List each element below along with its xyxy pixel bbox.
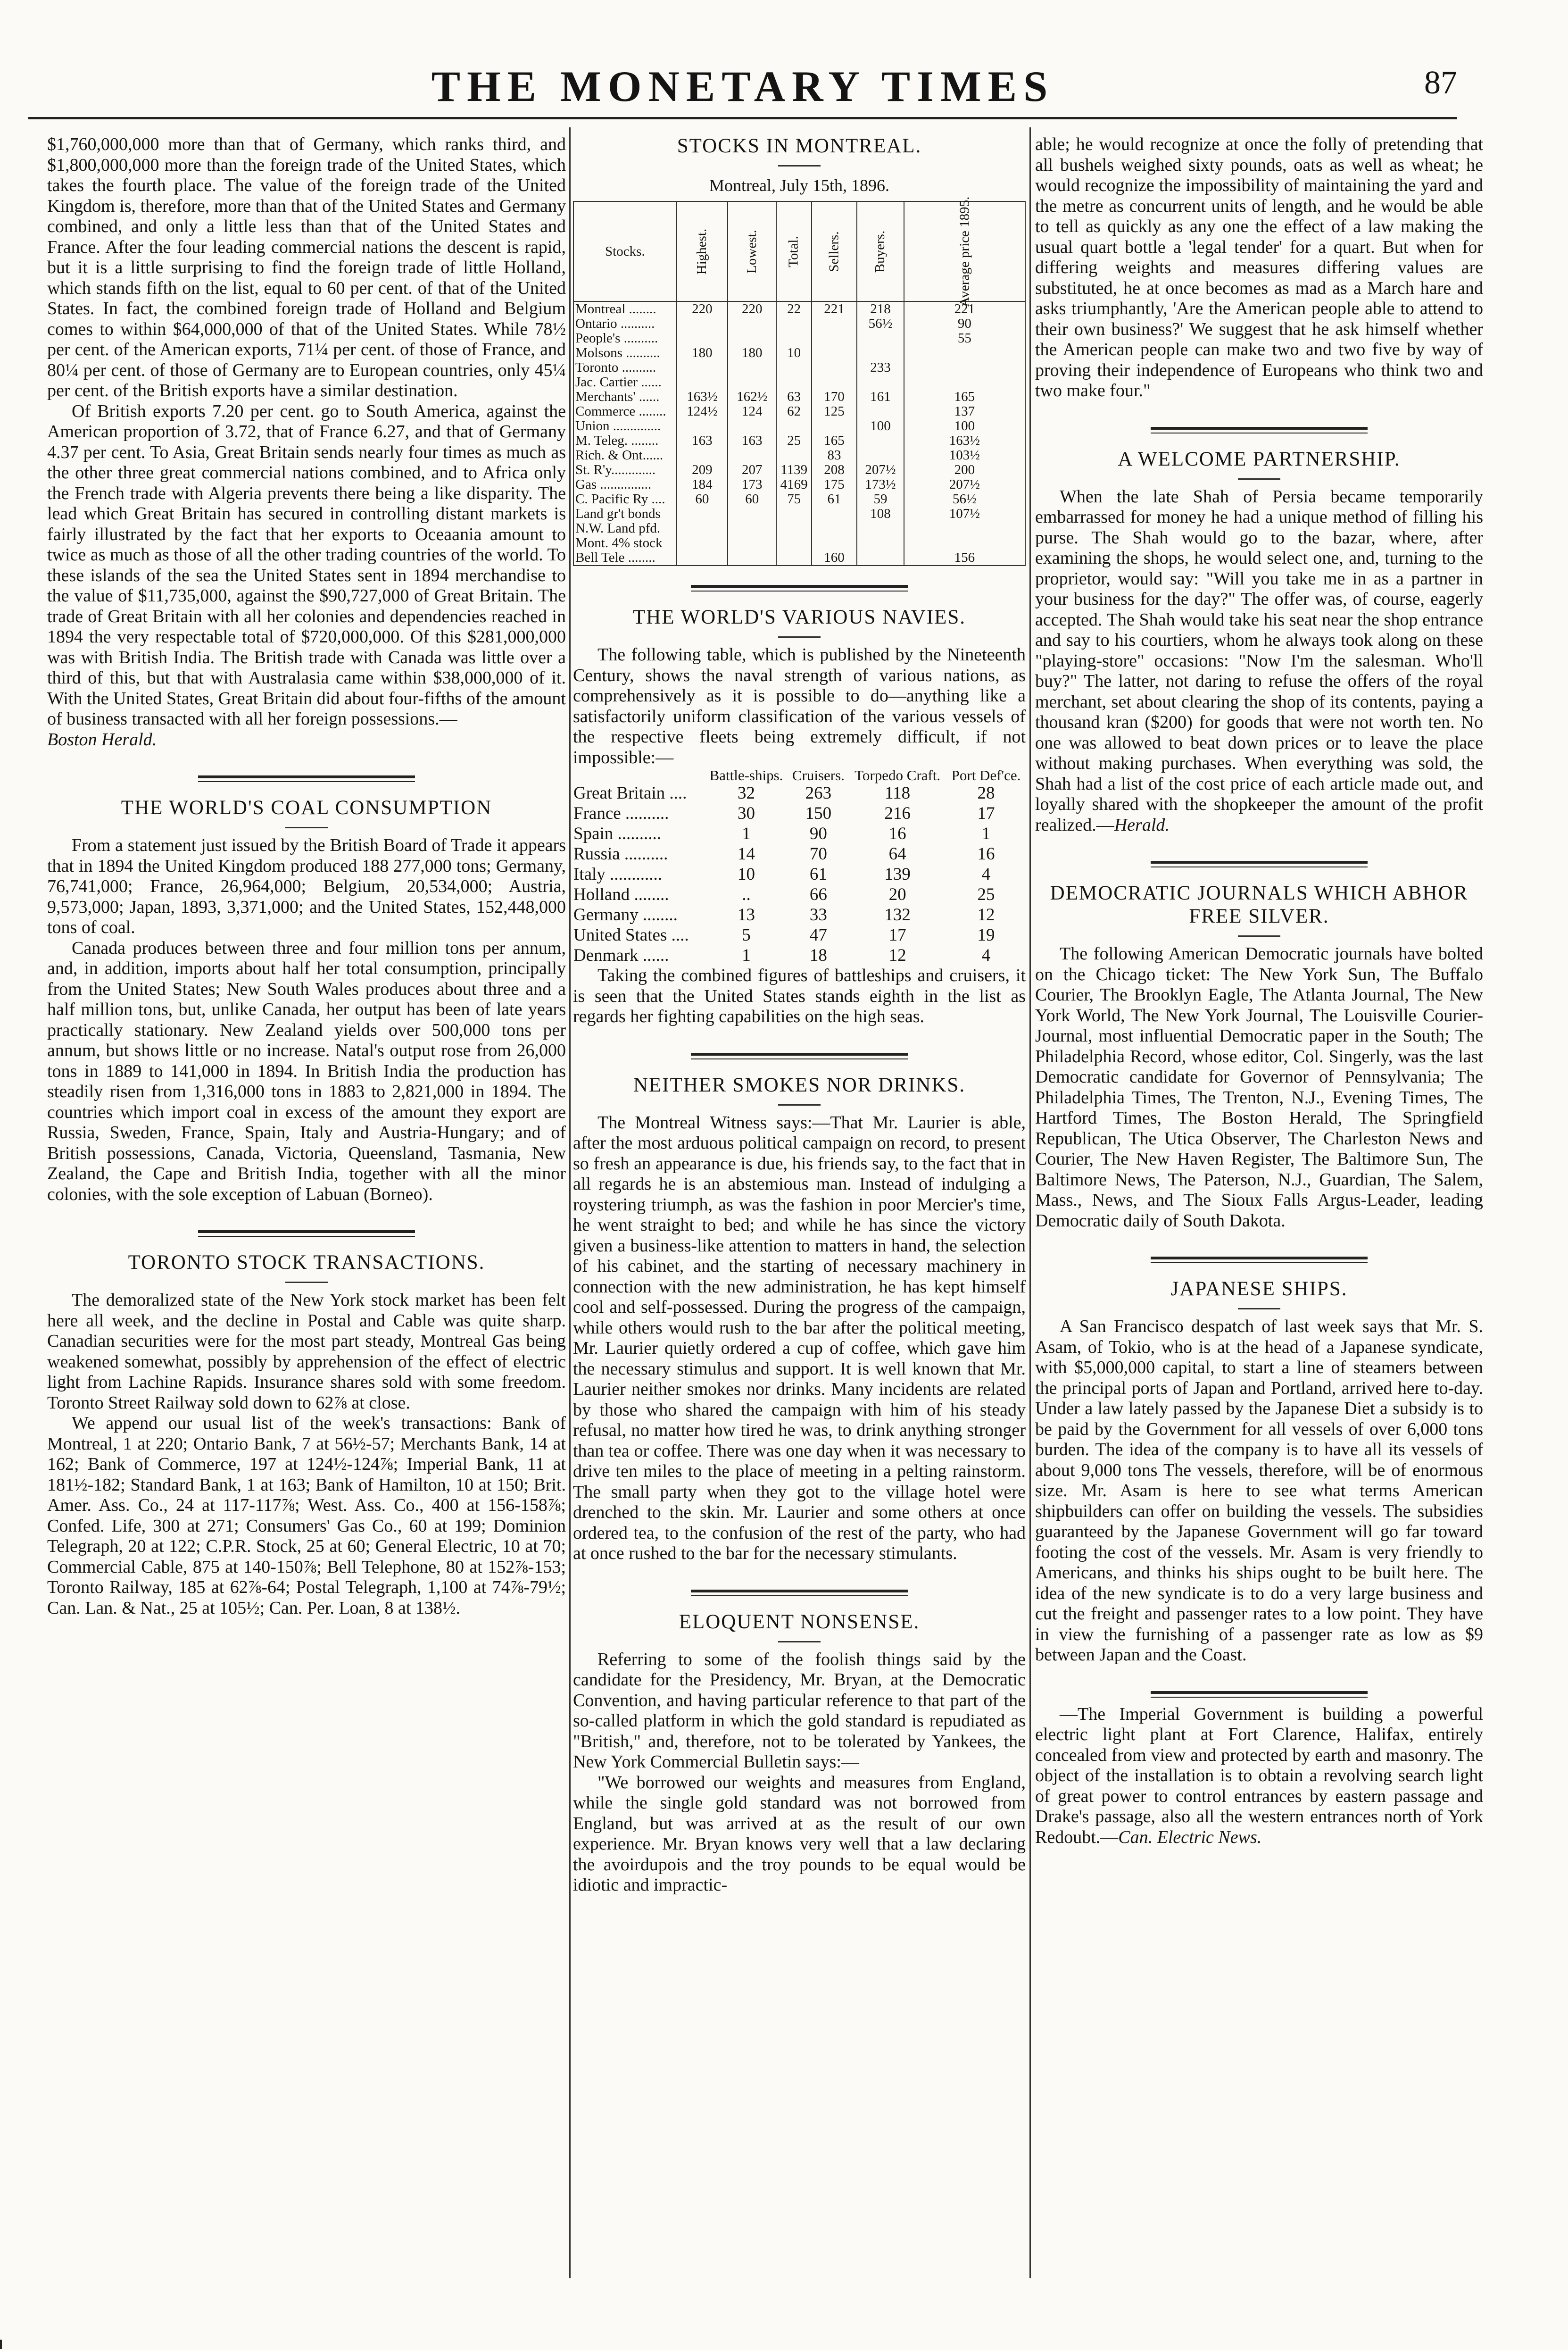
navy-nation: Holland ........: [573, 885, 669, 904]
navy-nation: France ..........: [573, 804, 669, 823]
stocks-row: [573, 404, 1025, 419]
stock-value: 170: [812, 390, 857, 404]
stocks-header-cell: [573, 201, 677, 301]
stock-value: [728, 536, 776, 550]
stock-value: 75: [776, 492, 812, 507]
stocks-header-cell: [857, 201, 904, 301]
welcome-heading: A WELCOME PARTNERSHIP.: [1118, 448, 1401, 470]
stock-value: 163½: [904, 433, 1025, 448]
stock-name: Commerce ........: [573, 404, 677, 419]
stock-value: 180: [728, 346, 776, 360]
masthead-rule: [28, 117, 1457, 119]
eloquent-paragraph-2: "We borrowed our weights and measures from England, while the single gold standard was not borrowed from England, but was arrived at as the result of our own experience. Mr. Bryan knows very well that a law declaring the avoirdupois and the troy pounds to be equal would be idiotic and impractic-: [573, 1772, 1026, 1895]
stock-value: [728, 375, 776, 390]
stocks-row: [573, 419, 1025, 433]
navy-value: 66: [809, 885, 827, 904]
stock-value: [776, 331, 812, 346]
stock-value: [812, 375, 857, 390]
stocks-row: [573, 536, 1025, 550]
navy-value: ..: [742, 885, 751, 904]
stock-value: [728, 521, 776, 536]
japanese-heading: JAPANESE SHIPS.: [1170, 1278, 1348, 1300]
navy-value: 263: [805, 783, 832, 803]
navy-nation: Great Britain ....: [573, 783, 687, 803]
stock-name: Merchants' ......: [573, 390, 677, 404]
navies-table: [573, 768, 1026, 966]
navy-value: 216: [884, 804, 911, 823]
stock-value: 56½: [904, 492, 1025, 507]
stock-value: 209: [677, 463, 728, 477]
stocks-header-label: Total.: [786, 235, 802, 267]
stocks-header-cell: [904, 196, 1025, 307]
navy-value: 17: [977, 804, 995, 823]
navy-value: 13: [737, 905, 755, 925]
stock-name: M. Teleg. ........: [573, 433, 677, 448]
stocks-header-cell: [776, 201, 812, 301]
stock-value: [677, 375, 728, 390]
stock-value: 100: [904, 419, 1025, 433]
smokes-paragraph: The Montreal Witness says:—That Mr. Laurier is able, after the most arduous political campaign on record, to present so fresh an appearance is due, his friends say, to the fact that in all regards he is an abstemious man. Instead of indulging a roystering triumph, as was the fashion in poor Mercier's time, he went straight to bed; and while he has since the victory given a business-like attention to matters in hand, the selection of his cabinet, and the starting of necessary machinery in connection with the new administration, he has kept himself cool and self-possessed. During the progress of the campaign, while others would rush to the bar after the political meeting, Mr. Laurier quietly ordered a cup of coffee, which gave him the necessary stimulus and support. It is well known that Mr. Laurier neither smokes nor drinks. Many incidents are related by those who shared the campaign with him of his steady refusal, no matter how tired he was, to drink anything stronger than tea or coffee. There was one day when it was necessary to drive ten miles to the place of meeting in a pelting rainstorm. The small party when they got to the village hotel were drenched to the skin. Mr. Laurier and some others at once ordered tea, to the confusion of the rest of the party, who had at once rushed to the bar for the necessary stimulants.: [573, 1112, 1026, 1563]
stock-value: [857, 331, 904, 346]
intro-text-2: Of British exports 7.20 per cent. go to South America, against the American proportion of 3.72, that of France 6.27, and that of Germany 4.37 per cent. To Asia, Great Britain sends nearly four times as much as the other three great commercial nations combined, and to Africa only the French trade with Algeria prevents there being a like disparity. The lead which Great Britain has secured in controlling distant markets is fairly illustrated by the fact that her exports to Oceaania amount to twice as much as those of all the other trading countries of the world. To these islands of the sea the United States sent in 1894 merchandise to the value of $11,735,000, against the $90,727,000 of Great Britain. The trade of Great Britain with all her colonies and dependencies reached in 1894 the very respectable total of $720,000,000. Of this $281,000,000 was with British India. The British trade with Canada was little over a third of this, but that with Australasia came within $38,000,000 of it. With the United States, Great Britain did about four-fifths of the amount of business transacted with all her foreign possessions.—: [47, 401, 566, 729]
stock-value: 161: [857, 390, 904, 404]
navy-value: 139: [884, 865, 911, 884]
stock-value: 156: [904, 550, 1025, 566]
navies-heading: THE WORLD'S VARIOUS NAVIES.: [632, 606, 966, 628]
stocks-row: [573, 550, 1025, 566]
imperial-text: —The Imperial Government is building a powerful electric light plant at Fort Clarence, Halifax, entirely concealed from view and protected by earth and masonry. The object of the installation is to obtain a revolving search light of great power to control entrances by eastern passage and Drake's passage, also all the western entrances north of York Redoubt.—: [1035, 1704, 1483, 1847]
navy-row: [573, 803, 1026, 824]
stock-value: 233: [857, 360, 904, 375]
stock-value: [812, 507, 857, 521]
navy-value: 5: [742, 925, 751, 945]
stock-name: Montreal ........: [573, 301, 677, 317]
stock-value: 60: [677, 492, 728, 507]
democratic-short-rule: [1035, 931, 1483, 939]
stock-value: [776, 521, 812, 536]
section-divider: [691, 1053, 908, 1059]
smokes-heading: NEITHER SMOKES NOR DRINKS.: [633, 1074, 966, 1096]
stock-value: [812, 536, 857, 550]
stock-name: Gas ...............: [573, 477, 677, 492]
stock-value: 220: [677, 301, 728, 317]
stock-value: [812, 331, 857, 346]
navy-value: 16: [888, 824, 906, 843]
navy-nation: Russia ..........: [573, 844, 668, 864]
navies-conclusion: Taking the combined figures of battleships and cruisers, it is seen that the United States stands eighth in the list as regards her fighting capabilities on the high seas.: [573, 966, 1026, 1026]
stocks-header-cell: [677, 201, 728, 301]
navy-value: 4: [981, 865, 991, 884]
navy-value: 19: [977, 925, 995, 945]
stocks-row: [573, 477, 1025, 492]
intro-paragraph-1: $1,760,000,000 more than that of Germany, which ranks third, and $1,800,000,000 more than the foreign trade of the United States, which takes the fourth place. The value of the foreign trade of the United Kingdom is, therefore, more than that of the United States and Germany combined, and only a little less than that of the United States and France. After the four leading commercial nations the descent is rapid, but it is a little surprising to find the foreign trade of little Holland, which stands fifth on the list, equal to 60 per cent. of that of the United States. In fact, the combined foreign trade of Holland and Belgium comes to within $64,000,000 of that of the United States. While 78½ per cent. of the American exports, 71¼ per cent. of those of France, and 80¼ per cent. of those of Germany are to European countries, only 45¼ per cent. of the British exports have a similar destination.: [47, 134, 566, 400]
section-divider: [1151, 1257, 1368, 1263]
stock-value: 175: [812, 477, 857, 492]
navy-value: 25: [977, 885, 995, 904]
navy-value: 1: [981, 824, 991, 843]
stock-value: [776, 419, 812, 433]
stock-value: [728, 317, 776, 331]
masthead-title: THE MONETARY TIMES: [431, 62, 1054, 110]
stock-value: [728, 419, 776, 433]
welcome-text: When the late Shah of Persia became temporarily embarrassed for money he had a unique method of filling his purse. The Shah would go to the bazar, where, after examining the shops, he would select one, and, turning to the proprietor, would say: "Will you take me in as a partner in your business for the day?" The offer was, of course, eagerly accepted. The Shah would take his seat near the shop entrance and say to his courtiers, whom he always took along on these "playing-store" occasions: "Now I'm the salesman. Who'll buy?" The latter, not daring to refuse the offers of the royal merchant, set about clearing the shop of its contents, paying a thousand kran ($200) for goods that were not worth ten. No one was allowed to beat down prices or to leave the place without making purchases. When everything was sold, the Shah had a list of the cost price of each article made out, and loyally shared with the shopkeeper the amount of the profit realized.—: [1035, 486, 1483, 835]
stocks-dateline: Montreal, July 15th, 1896.: [709, 176, 889, 195]
section-divider: [198, 1230, 415, 1237]
stock-value: [857, 521, 904, 536]
navy-value: 10: [737, 865, 755, 884]
stock-value: [857, 433, 904, 448]
stocks-row: [573, 390, 1025, 404]
stock-value: [728, 507, 776, 521]
stock-value: [677, 317, 728, 331]
navy-value: 70: [809, 844, 827, 864]
stock-value: 163: [677, 433, 728, 448]
stock-value: [857, 375, 904, 390]
eloquent-continued: able; he would recognize at once the folly of pretending that all bushels weighed sixty pounds, oats as well as wheat; he would recognize the impossibility of maintaining the yard and the metre as concurrent units of length, and he would be able to tell as quickly as any one the effect of a law making the usual quart bottle a 'legal tender' for a quart. But when for differing weights and measures differing values are substituted, he at once becomes as mad as a March hare and asks triumphantly, 'Are the American people able to attend to their own business?' We suggest that he ask himself whether the American people can make two and two five by way of proving their independence of Europeans who think two and two make four.": [1035, 134, 1483, 400]
navies-intro: The following table, which is published by the Nineteenth Century, shows the naval strength of various nations, as comprehensively as it is possible to do—anything like a satisfactorily uniform classification of the various vessels of the respective fleets being extremely difficult, if not impossible:—: [573, 645, 1026, 767]
stock-value: 221: [904, 301, 1025, 317]
navies-short-rule: [573, 632, 1026, 640]
stock-value: 165: [904, 390, 1025, 404]
navy-nation: United States ....: [573, 925, 689, 945]
stock-value: [776, 536, 812, 550]
stock-value: 55: [904, 331, 1025, 346]
stock-value: [904, 521, 1025, 536]
stock-name: People's ..........: [573, 331, 677, 346]
stocks-row: [573, 448, 1025, 463]
navy-value: 4: [981, 946, 991, 965]
stock-value: 184: [677, 477, 728, 492]
stock-value: [677, 419, 728, 433]
navy-nation: Spain ..........: [573, 824, 662, 843]
stock-value: 100: [857, 419, 904, 433]
navy-nation: Germany ........: [573, 905, 678, 925]
navy-header-cell: [573, 768, 704, 783]
stocks-table: [573, 196, 1026, 566]
stocks-row: [573, 463, 1025, 477]
stock-value: 103½: [904, 448, 1025, 463]
stock-value: 173: [728, 477, 776, 492]
stock-name: Ontario ..........: [573, 317, 677, 331]
imperial-source: Can. Electric News.: [1118, 1827, 1262, 1847]
stock-value: [677, 550, 728, 566]
stock-value: 137: [904, 404, 1025, 419]
stock-value: [904, 346, 1025, 360]
eloquent-heading: ELOQUENT NONSENSE.: [679, 1610, 920, 1633]
stock-value: [776, 507, 812, 521]
navy-nation: Italy ............: [573, 865, 663, 884]
navy-row: [573, 905, 1026, 925]
stocks-header-label: Buyers.: [872, 230, 888, 273]
stock-value: [904, 536, 1025, 550]
stock-value: 25: [776, 433, 812, 448]
welcome-paragraph: [1035, 487, 1483, 836]
navy-header-cell: Port Def'ce.: [951, 767, 1021, 783]
stock-value: [857, 346, 904, 360]
stock-value: [812, 346, 857, 360]
stocks-row: [573, 521, 1025, 536]
stock-value: 90: [904, 317, 1025, 331]
column-rule-2: [1029, 127, 1031, 2278]
navy-value: 12: [977, 905, 995, 925]
stock-value: 1139: [776, 463, 812, 477]
stock-value: [677, 521, 728, 536]
stock-name: Molsons ..........: [573, 346, 677, 360]
stock-value: [677, 507, 728, 521]
navy-value: 150: [805, 804, 832, 823]
stock-value: 60: [728, 492, 776, 507]
stocks-row: [573, 317, 1025, 331]
stock-value: [776, 317, 812, 331]
navy-value: 18: [809, 946, 827, 965]
stock-name: Union ..............: [573, 419, 677, 433]
navy-value: 132: [884, 905, 911, 925]
stock-value: [776, 375, 812, 390]
corner-mark: [0, 2340, 30, 2349]
stock-value: 208: [812, 463, 857, 477]
navy-value: 12: [888, 946, 906, 965]
stock-value: [728, 448, 776, 463]
stock-value: 207½: [857, 463, 904, 477]
stocks-heading: STOCKS IN MONTREAL.: [677, 135, 922, 157]
section-divider: [691, 585, 908, 592]
stocks-row: [573, 346, 1025, 360]
stock-value: [812, 317, 857, 331]
stocks-header-label: Sellers.: [826, 231, 842, 272]
section-divider: [1151, 427, 1368, 433]
stock-value: [677, 360, 728, 375]
imperial-paragraph: [1035, 1704, 1483, 1848]
navy-value: 16: [977, 844, 995, 864]
stocks-row: [573, 360, 1025, 375]
stock-value: 124½: [677, 404, 728, 419]
navy-value: 1: [742, 824, 751, 843]
japanese-paragraph: A San Francisco despatch of last week says that Mr. S. Asam, of Tokio, who is at the head of a Japanese syndicate, with $5,000,000 capital, to start a line of steamers between the principal ports of Japan and Portland, arrived here to-day. Under a law lately passed by the Japanese Diet a subsidy is to be paid by the Government for all vessels of over 6,000 tons burden. The idea of the company is to have all its vessels of about 9,000 tons The vessels, therefore, will be of enormous size. Mr. Asam is here to see what terms American shipbuilders can offer on building the vessels. The subsidies guaranteed by the Japanese Government will go far toward footing the cost of the vessels. Mr. Asam is very friendly to Americans, and thinks his ships ought to be built here. The idea of the new syndicate is to do a very large business and cut the freight and passenger rates to a low point. They have in view the furnishing of a passenger rate as low as $9 between Japan and the Coast.: [1035, 1317, 1483, 1665]
stock-name: Mont. 4% stock: [573, 536, 677, 550]
stocks-row: [573, 433, 1025, 448]
navy-row: [573, 864, 1026, 884]
stock-value: [728, 550, 776, 566]
stock-value: 125: [812, 404, 857, 419]
stock-value: 162½: [728, 390, 776, 404]
eloquent-short-rule: [573, 1636, 1026, 1645]
section-divider: [198, 775, 415, 782]
stock-value: 173½: [857, 477, 904, 492]
stock-value: 63: [776, 390, 812, 404]
stock-value: [857, 404, 904, 419]
welcome-source: Herald.: [1114, 815, 1170, 835]
navy-value: 30: [737, 804, 755, 823]
stock-value: 180: [677, 346, 728, 360]
stock-name: Rich. & Ont......: [573, 448, 677, 463]
stock-value: [776, 360, 812, 375]
section-divider: [691, 1590, 908, 1596]
column-2: [573, 134, 1026, 2248]
stocks-header-label: Lowest.: [744, 229, 760, 274]
navy-value: 47: [809, 925, 827, 945]
navy-nation: Denmark ......: [573, 946, 669, 965]
navy-value: 28: [977, 783, 995, 803]
column-1: [47, 134, 566, 2248]
column-3: [1035, 134, 1483, 2248]
stock-name: Land gr't bonds: [573, 507, 677, 521]
stock-value: 10: [776, 346, 812, 360]
toronto-paragraph-1: The demoralized state of the New York stock market has been felt here all week, and the decline in Postal and Cable was quite sharp. Canadian securities were for the most part steady, Montreal Gas being weakened somewhat, possibly by apprehension of the effect of electric light from Lachine Rapids. Insurance shares sold with some freedom. Toronto Street Railway sold down to 62⅞ at close.: [47, 1290, 566, 1413]
stock-value: [812, 360, 857, 375]
stock-value: 160: [812, 550, 857, 566]
stock-value: 22: [776, 301, 812, 317]
navy-header-cell: Cruisers.: [792, 767, 845, 783]
stock-value: 62: [776, 404, 812, 419]
stock-value: 124: [728, 404, 776, 419]
stocks-header-cell: [728, 201, 776, 301]
democratic-heading: DEMOCRATIC JOURNALS WHICH ABHOR FREE SILVER.: [1050, 882, 1468, 927]
navy-row: [573, 884, 1026, 905]
stock-value: [728, 360, 776, 375]
section-divider: [1151, 1691, 1368, 1698]
navy-value: 20: [888, 885, 906, 904]
stock-value: [812, 521, 857, 536]
stock-value: 107½: [904, 507, 1025, 521]
coal-paragraph-2: Canada produces between three and four million tons per annum, and, in addition, imports about half her total consumption, principally from the United States; New South Wales produces about three and a half million tons, but, unlike Canada, her output has been of late years practically stationary. New Zealand yields over 500,000 tons per annum, but shows little or no increase. Natal's output rose from 26,000 tons in 1889 to 141,000 in 1894. In British India the production has steadily risen from 1,316,000 tons in 1883 to 2,821,000 in 1894. The countries which import coal in excess of the amount they export are Russia, Sweden, France, Spain, Italy and Austria-Hungary; and of British possessions, Canada, Victoria, Queensland, Tasmania, New Zealand, the Cape and British India, together with all the minor colonies, with the sole exception of Labuan (Borneo).: [47, 938, 566, 1204]
stock-value: [776, 448, 812, 463]
stock-value: [677, 331, 728, 346]
stock-value: 207: [728, 463, 776, 477]
navy-header-cell: Torpedo Craft.: [855, 767, 941, 783]
navy-value: 118: [885, 783, 911, 803]
stock-value: [728, 331, 776, 346]
stock-value: [904, 360, 1025, 375]
masthead: [28, 61, 1457, 132]
stock-value: 4169: [776, 477, 812, 492]
intro-paragraph-2: [47, 401, 566, 750]
stock-value: 165: [812, 433, 857, 448]
eloquent-paragraph-1: Referring to some of the foolish things said by the candidate for the Presidency, Mr. Bryan, at the Democratic Convention, and having particular reference to that part of the so-called platform in which the gold standard is repudiated as "British," and, therefore, not to be tolerated by Yankees, the New York Commercial Bulletin says:—: [573, 1649, 1026, 1772]
stock-value: 163: [728, 433, 776, 448]
stock-value: 218: [857, 301, 904, 317]
navy-value: 17: [888, 925, 906, 945]
stock-value: [857, 536, 904, 550]
navy-value: 32: [737, 783, 755, 803]
stock-value: 200: [904, 463, 1025, 477]
navy-row: [573, 824, 1026, 844]
stock-value: [857, 550, 904, 566]
intro-source: Boston Herald.: [47, 729, 157, 750]
navy-value: 33: [809, 905, 827, 925]
toronto-paragraph-2: We append our usual list of the week's transactions: Bank of Montreal, 1 at 220; Ontario Bank, 7 at 56½-57; Merchants Bank, 14 at 162; Bank of Commerce, 197 at 124½-124⅞; Imperial Bank, 11 at 181½-182; Standard Bank, 1 at 163; Bank of Hamilton, 10 at 150; Brit. Amer. Ass. Co., 24 at 117-117⅞; West. Ass. Co., 400 at 156-158⅞; Confed. Life, 300 at 271; Consumers' Gas Co., 60 at 199; Dominion Telegraph, 20 at 122; C.P.R. Stock, 25 at 60; General Electric, 10 at 70; Commercial Cable, 875 at 140-150⅞; Bell Telephone, 80 at 152⅞-153; Toronto Railway, 185 at 62⅞-64; Postal Telegraph, 1,100 at 74⅞-79½; Can. Lan. & Nat., 25 at 105½; Can. Per. Loan, 8 at 138½.: [47, 1413, 566, 1618]
stock-value: 207½: [904, 477, 1025, 492]
stocks-row: [573, 331, 1025, 346]
stock-name: Bell Tele ........: [573, 550, 677, 566]
smokes-short-rule: [573, 1100, 1026, 1108]
stocks-header-cell: [812, 201, 857, 301]
toronto-short-rule: [47, 1277, 566, 1285]
stocks-row: [573, 492, 1025, 507]
toronto-heading: TORONTO STOCK TRANSACTIONS.: [128, 1251, 485, 1274]
stock-value: [677, 536, 728, 550]
coal-paragraph-1: From a statement just issued by the British Board of Trade it appears that in 1894 the United Kingdom produced 188 277,000 tons; Germany, 76,741,000; France, 26,964,000; Belgium, 20,534,000; Austria, 9,573,000; Japan, 1893, 3,371,000; and the United States, 152,448,000 tons of coal.: [47, 835, 566, 937]
stock-value: [677, 448, 728, 463]
democratic-paragraph: The following American Democratic journals have bolted on the Chicago ticket: The New York Sun, The Buffalo Courier, The Brooklyn Eagle, The Atlanta Journal, The New York World, The New York Journal, The Louisville Courier-Journal, most influential Democratic paper in the South; The Philadelphia Record, whose editor, Col. Singerly, was the last Democratic candidate for Governor of Pennsylvania; The Philadelphia Times, The Trenton, N.J., Evening Times, The Hartford Times, The Boston Herald, The Springfield Republican, The Utica Observer, The Charleston News and Courier, The New Haven Register, The Baltimore Sun, The Baltimore News, The Paterson, N.J., Guardian, The Salem, Mass., News, and The Sioux Falls Argus-Leader, leading Democratic daily of South Dakota.: [1035, 944, 1483, 1231]
stock-name: Toronto ..........: [573, 360, 677, 375]
navy-value: 1: [742, 946, 751, 965]
stock-value: 61: [812, 492, 857, 507]
stocks-header-label: Stocks.: [605, 243, 645, 259]
stock-value: [776, 550, 812, 566]
coal-heading: THE WORLD'S COAL CONSUMPTION: [121, 797, 492, 819]
stock-value: 163½: [677, 390, 728, 404]
navy-row: [573, 925, 1026, 945]
stock-value: 59: [857, 492, 904, 507]
stocks-short-rule: [573, 160, 1026, 169]
welcome-short-rule: [1035, 474, 1483, 482]
japanese-short-rule: [1035, 1303, 1483, 1312]
navy-value: 64: [888, 844, 906, 864]
navy-row: [573, 844, 1026, 864]
navy-header-cell: Battle-ships.: [709, 767, 783, 783]
stocks-row: [573, 375, 1025, 390]
stock-value: [904, 375, 1025, 390]
navy-value: 14: [737, 844, 755, 864]
stocks-row: [573, 507, 1025, 521]
section-divider: [1151, 861, 1368, 867]
column-rule-1: [569, 127, 571, 2278]
stock-value: 221: [812, 301, 857, 317]
navy-row: [573, 945, 1026, 966]
stock-value: 108: [857, 507, 904, 521]
stock-name: C. Pacific Ry ....: [573, 492, 677, 507]
stock-value: 83: [812, 448, 857, 463]
stock-value: [857, 448, 904, 463]
stock-name: Jac. Cartier ......: [573, 375, 677, 390]
stocks-header-label: Average price 1895.: [956, 196, 972, 307]
coal-short-rule: [47, 822, 566, 831]
navy-value: 90: [809, 824, 827, 843]
stock-value: 56½: [857, 317, 904, 331]
navy-row: [573, 783, 1026, 803]
stock-name: N.W. Land pfd.: [573, 521, 677, 536]
stock-name: St. R'y.............: [573, 463, 677, 477]
stock-value: 220: [728, 301, 776, 317]
navy-value: 61: [809, 865, 827, 884]
page-number: 87: [1424, 65, 1457, 101]
stocks-header-label: Highest.: [694, 228, 710, 275]
stock-value: [812, 419, 857, 433]
